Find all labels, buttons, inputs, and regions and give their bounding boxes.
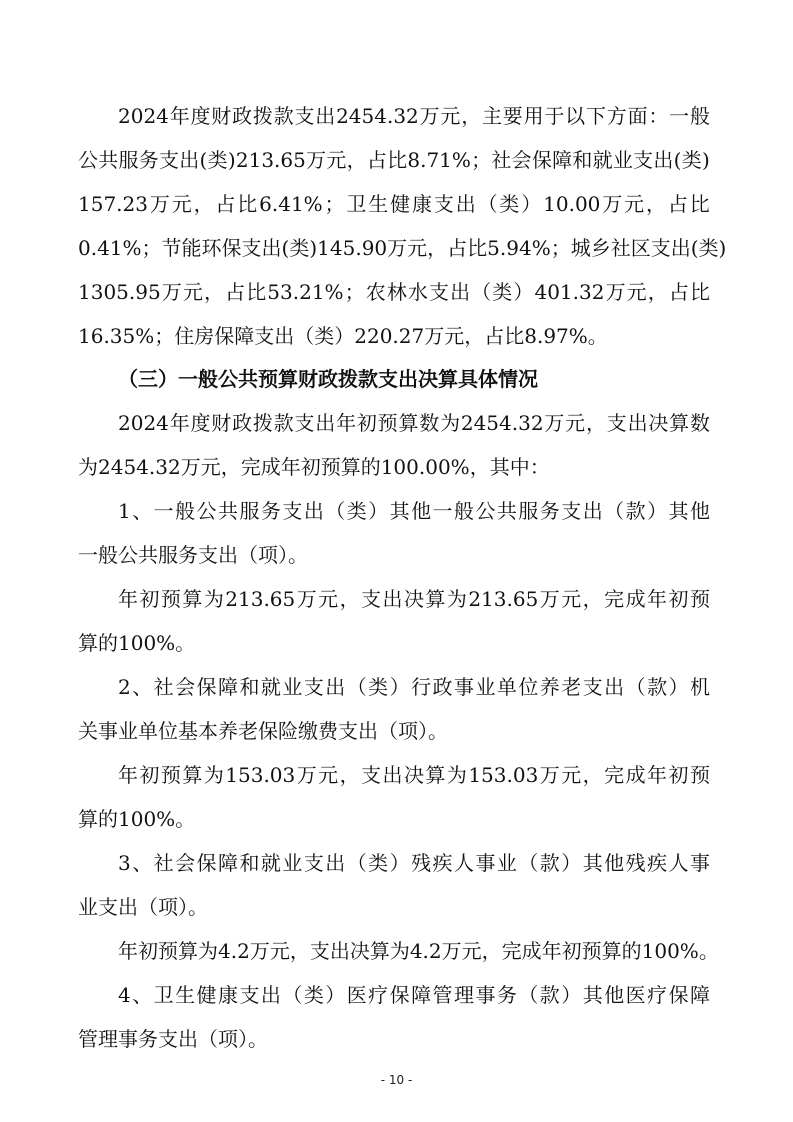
body-line: 3 、 社 会 保 障 和 就 业 支 出 （ 类 ） 残 疾 人 事 业 （ 款 ） 其 他 残 疾 人 事 bbox=[118, 851, 710, 875]
body-line: 2024 年 度 财 政 拨 款 支 出 2454.32 万 元 ， 主 要 用 于 以 下 方 面 ： 一 般 bbox=[118, 104, 710, 128]
body-line: 年 初 预 算 为 153.03 万 元 ， 支 出 决 算 为 153.03 万 元 ， 完 成 年 初 预 bbox=[118, 763, 710, 787]
body-line: 算的100%。 bbox=[78, 631, 196, 655]
body-line: 16.35%；住房保障支出（类）220.27万元，占比8.97%。 bbox=[78, 324, 608, 348]
body-line: 算的100%。 bbox=[78, 807, 196, 831]
body-line: 一般公共服务支出（项）。 bbox=[78, 543, 308, 567]
section-heading: （三）一般公共预算财政拨款支出决算具体情况 bbox=[118, 367, 538, 391]
body-line: 管理事务支出（项）。 bbox=[78, 1027, 268, 1051]
body-line: 公 共 服 务 支 出 ( 类 ) 213.65 万 元 ， 占 比 8.71% ； 社 会 保 障 和 就 业 支 出 ( 类 ) bbox=[78, 148, 710, 172]
body-line: 为2454.32万元，完成年初预算的100.00%，其中： bbox=[78, 455, 550, 479]
body-line: 157.23 万 元 ， 占 比 6.41% ； 卫 生 健 康 支 出 （ 类 ） 10.00 万 元 ， 占 比 bbox=[78, 192, 710, 216]
body-line: 1 、 一 般 公 共 服 务 支 出 （ 类 ） 其 他 一 般 公 共 服 务 支 出 （ 款 ） 其 他 bbox=[118, 499, 710, 523]
body-line: 2 、 社 会 保 障 和 就 业 支 出 （ 类 ） 行 政 事 业 单 位 养 老 支 出 （ 款 ） 机 bbox=[118, 675, 710, 699]
body-line: 0.41% ； 节 能 环 保 支 出 ( 类 ) 145.90 万 元 ， 占 比 5.94% ； 城 乡 社 区 支 出 ( 类 ) bbox=[78, 236, 727, 260]
page-number: - 10 - bbox=[380, 1073, 413, 1087]
body-line: 1305.95 万 元 ， 占 比 53.21% ； 农 林 水 支 出 （ 类 ） 401.32 万 元 ， 占 比 bbox=[78, 280, 710, 304]
body-line: 业支出（项）。 bbox=[78, 895, 208, 919]
body-line: 2024 年 度 财 政 拨 款 支 出 年 初 预 算 数 为 2454.32 万 元 ， 支 出 决 算 数 bbox=[118, 411, 710, 435]
body-line: 年 初 预 算 为 213.65 万 元 ， 支 出 决 算 为 213.65 万 元 ， 完 成 年 初 预 bbox=[118, 587, 710, 611]
body-line: 关事业单位基本养老保险缴费支出（项）。 bbox=[78, 719, 448, 743]
body-line: 年 初 预 算 为 4.2 万 元 ， 支 出 决 算 为 4.2 万 元 ， 完 成 年 初 预 算 的 100% 。 bbox=[118, 939, 719, 963]
body-line: 4 、 卫 生 健 康 支 出 （ 类 ） 医 疗 保 障 管 理 事 务 （ 款 ） 其 他 医 疗 保 障 bbox=[118, 983, 710, 1007]
